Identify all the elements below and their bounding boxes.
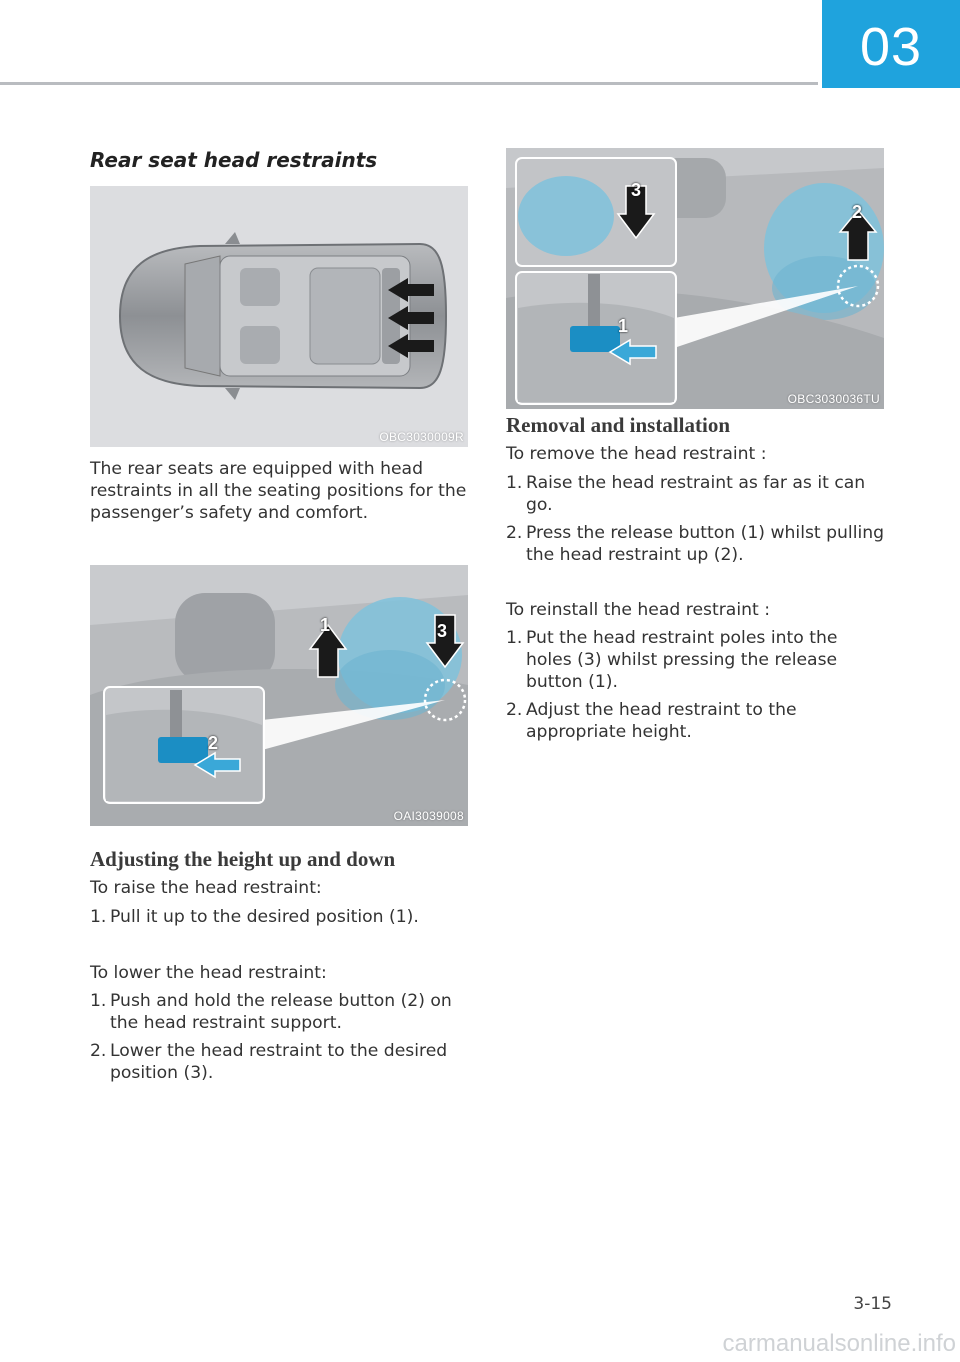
callout-3: 3 <box>437 621 448 641</box>
figure-code: OAI3039008 <box>393 809 464 823</box>
list-item: 1. Put the head restraint poles into the holes (3) whilst pressing the release button (1). <box>506 628 838 692</box>
car-top-view-illustration <box>90 186 468 447</box>
figure-car-top-view <box>90 186 468 447</box>
subtitle-removal: Removal and installation <box>506 413 731 437</box>
header-rule <box>0 82 818 85</box>
reinstall-label: To reinstall the head restraint : <box>506 600 770 620</box>
reinstall-steps <box>506 627 886 749</box>
removal-illustration <box>506 148 884 409</box>
lower-steps <box>90 990 470 1090</box>
list-item: 2. Adjust the head restraint to the appropriate height. <box>506 700 797 742</box>
figure-code: OBC3030036TU <box>787 392 880 406</box>
callout-2: 2 <box>208 733 219 753</box>
callout-1: 1 <box>618 316 629 336</box>
lower-label: To lower the head restraint: <box>90 963 327 983</box>
list-item: 1. Push and hold the release button (2) on the head restraint support. <box>90 991 452 1033</box>
raise-label: To raise the head restraint: <box>90 878 322 898</box>
figure-code: OBC3030009R <box>379 430 464 444</box>
remove-label: To remove the head restraint : <box>506 444 767 464</box>
subtitle-adjusting: Adjusting the height up and down <box>90 847 396 871</box>
figure-removal <box>506 148 884 409</box>
list-item: 2. Lower the head restraint to the desired position (3). <box>90 1041 448 1083</box>
raise-steps <box>90 906 468 934</box>
callout-1: 1 <box>320 615 331 635</box>
section-title: Rear seat head restraints <box>90 148 378 172</box>
list-item: 1. Raise the head restraint as far as it can go. <box>506 473 866 515</box>
chapter-tab: 03 <box>822 0 960 88</box>
page-number: 3-15 <box>853 1294 892 1314</box>
remove-steps <box>506 472 886 572</box>
adjust-height-illustration <box>90 565 468 826</box>
intro-paragraph: The rear seats are equipped with head restraints in all the seating positions for the passenger’s safety and comfort. <box>90 459 467 523</box>
callout-3: 3 <box>631 180 642 200</box>
list-item: 2. Press the release button (1) whilst pulling the head restraint up (2). <box>506 523 885 565</box>
figure-adjust-height <box>90 565 468 826</box>
watermark: carmanualsonline.info <box>722 1330 956 1357</box>
list-item: 1. Pull it up to the desired position (1). <box>90 907 419 927</box>
callout-2: 2 <box>852 202 863 222</box>
